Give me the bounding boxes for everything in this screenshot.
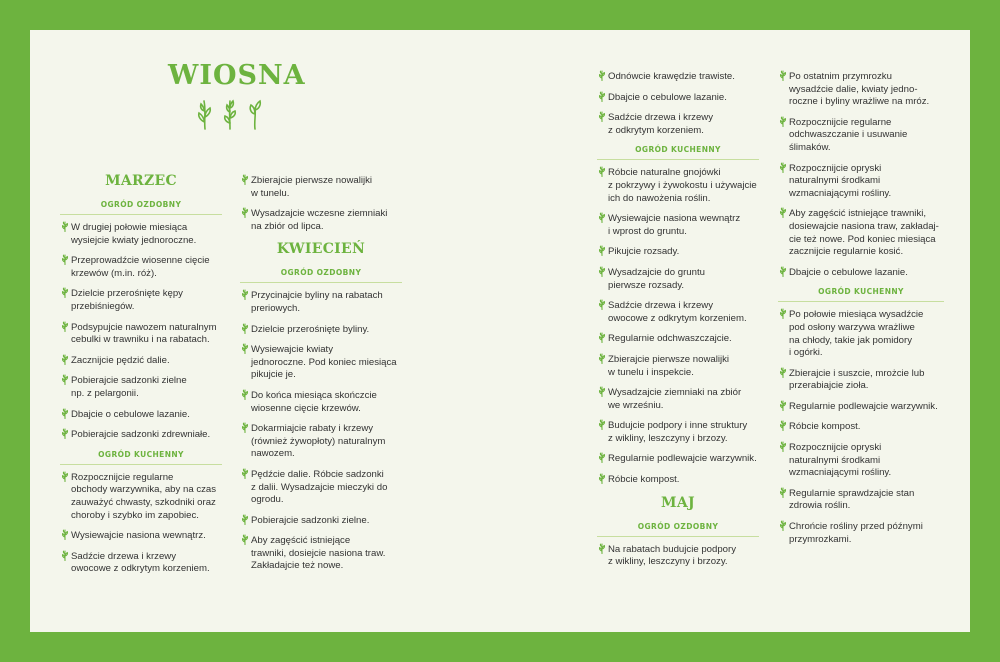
herb-sprig-icon [598,212,606,223]
herb-sprig-icon [779,70,787,81]
herb-sprig-icon [598,419,606,430]
list-item [778,309,944,359]
list-item [240,423,402,461]
list-item-text: Aby zagęścić istniejące trawniki, dosiejcie nasiona traw. Zakładajcie też nowe. [251,535,386,572]
section-heading: OGRÓD OZDOBNY [60,200,222,215]
herb-sprig-icon [598,332,606,343]
list-item-text: Sadźcie drzewa i krzewy owocowe z odkrytym korzeniem. [71,550,210,575]
month-heading: KWIECIEŃ [276,241,366,258]
list-item-text: Przycinajcie byliny na rabatach preriowych. [251,290,383,314]
task-list [597,544,759,569]
list-item-text: Wysiewajcie nasiona wewnątrz. [71,530,206,542]
herb-sprig-icon [598,91,606,102]
herb-sprig-icon [779,441,787,452]
list-item-text: Przeprowadźcie wiosenne cięcie krzewów (m.in. róż). [71,255,210,279]
herb-sprig-icon [598,299,606,310]
herb-sprig-icon [241,174,249,185]
list-item [60,322,222,347]
list-item [597,300,759,325]
column-4 [778,71,944,554]
herb-sprig-icon [61,374,69,385]
list-item [597,453,759,466]
list-item-text: Wysadzajcie do gruntu pierwsze rozsady. [608,266,705,291]
list-item-text: Zacznijcie pędzić dalie. [71,354,170,366]
list-item-text: Dbajcie o cebulowe lazanie. [608,91,727,103]
list-item [778,442,944,480]
list-item-text: Budujcie podpory i inne struktury z wikliny, leszczyny i brzozy. [608,420,748,444]
list-item-text: Wysadzajcie wczesne ziemniaki na zbiór od lipca. [251,208,388,232]
herb-sprig-icon [241,389,249,400]
list-item [778,521,944,546]
list-item [60,255,222,280]
list-item-text: Regularnie sprawdzajcie stan zdrowia roślin. [789,487,915,512]
list-item [60,355,222,368]
list-item-text: Róbcie naturalne gnojówki z pokrzywy i żywokostu i używajcie ich do nawożenia roślin. [608,167,757,204]
task-list [778,309,944,546]
list-item [240,469,402,507]
list-item-text: Dbajcie o cebulowe lazanie. [789,266,908,278]
herb-sprig-icon [779,400,787,411]
herb-sprig-icon [598,452,606,463]
list-item-text: Pędźcie dalie. Róbcie sadzonki z dalii. Wysadzajcie mieczyki do ogrodu. [251,468,388,506]
task-list [240,175,402,233]
list-item [597,112,759,137]
herb-sprig-icon [241,289,249,300]
herb-sprig-icon [779,420,787,431]
list-item-text: Dbajcie o cebulowe lazanie. [71,408,190,420]
list-item-text: Odnówcie krawędzie trawiste. [608,71,735,82]
section-heading: OGRÓD OZDOBNY [597,522,759,537]
herb-sprig-icon [598,245,606,256]
herb-sprig-icon [241,207,249,218]
list-item [597,387,759,412]
list-item-text: Aby zagęścić istniejące trawniki, dosiewajcie nasiona traw, zakładaj- cie też nowe. Pod koniec miesiąca zacznijcie regularnie kosić. [789,208,939,258]
herb-sprig-icon [61,408,69,419]
herb-sprig-icon [598,266,606,277]
list-item-text: Rozpocznijcie opryski naturalnymi środkami wzmacniającymi rośliny. [789,162,892,199]
herb-sprig-icon [598,166,606,177]
list-item-text: Rozpocznijcie opryski naturalnymi środkami wzmacniającymi rośliny. [789,442,892,479]
list-item-text: Rozpocznijcie regularne odchwaszczanie i usuwanie ślimaków. [789,116,908,153]
list-item [597,333,759,346]
list-item [778,208,944,258]
list-item-text: Pikujcie rozsady. [608,246,680,258]
herb-sprig-icon [598,70,606,81]
list-item [60,288,222,313]
list-item-text: Wysiewajcie kwiaty jednoroczne. Pod koniec miesiąca pikujcie je. [251,344,397,381]
list-item [60,530,222,543]
task-list [60,222,222,442]
herb-sprig-icon [241,422,249,433]
spring-calendar-page [30,30,970,632]
herb-sprigs-icon [193,98,268,130]
list-item [778,163,944,201]
list-item [597,71,759,84]
task-list [597,167,759,486]
herb-sprig-icon [241,514,249,525]
herb-sprig-icon [61,529,69,540]
list-item [778,71,944,109]
list-item [60,409,222,422]
list-item [597,354,759,379]
herb-sprig-icon [61,428,69,439]
section-heading: OGRÓD KUCHENNY [778,287,944,302]
list-item [60,429,222,442]
list-item-text: Regularnie podlewajcie warzywnik. [789,400,938,412]
task-list [240,290,402,573]
list-item-text: Chrońcie rośliny przed późnymi przymrozkami. [789,521,923,545]
list-item [597,213,759,238]
list-item-text: Na rabatach budujcie podpory z wikliny, leszczyny i brzozy. [608,543,737,568]
herb-sprig-icon [779,207,787,218]
herb-sprig-icon [598,386,606,397]
herb-sprig-icon [598,111,606,122]
task-list [778,71,944,279]
list-item-text: Wysadzajcie ziemniaki na zbiór we wrześniu. [608,387,742,411]
list-item [60,375,222,400]
herb-sprig-icon [779,487,787,498]
list-item [597,92,759,105]
section-heading: OGRÓD KUCHENNY [60,450,222,465]
herb-sprig-icon [779,520,787,531]
herb-sprig-icon [241,468,249,479]
list-item-text: Pobierajcie sadzonki zielne. [251,514,370,526]
list-item-text: Regularnie odchwaszczajcie. [608,333,732,345]
list-item [778,267,944,280]
list-item [778,117,944,155]
herb-sprig-icon [61,321,69,332]
herb-sprig-icon [779,367,787,378]
list-item [240,290,402,315]
column-2 [240,175,402,581]
task-list [597,71,759,137]
column-1 [60,173,222,584]
list-item [240,208,402,233]
herb-sprig-icon [779,116,787,127]
herb-sprig-icon [61,354,69,365]
list-item-text: Regularnie podlewajcie warzywnik. [608,453,757,465]
list-item [597,474,759,487]
list-item-text: Do końca miesiąca skończcie wiosenne cięcie krzewów. [251,389,377,414]
list-item-text: Róbcie kompost. [789,421,861,433]
month-heading: MAJ [661,494,695,511]
column-3 [597,71,759,577]
list-item [240,515,402,528]
list-item-text: Dzielcie przerośnięte byliny. [251,323,370,335]
list-item-text: Zbierajcie pierwsze nowalijki w tunelu. [251,175,373,199]
herb-sprig-icon [779,266,787,277]
herb-sprig-icon [598,353,606,364]
herb-sprig-icon [61,550,69,561]
section-heading: OGRÓD KUCHENNY [597,145,759,160]
list-item [597,544,759,569]
list-item [60,472,222,522]
list-item [240,324,402,337]
list-item [240,535,402,573]
section-heading: OGRÓD OZDOBNY [240,268,402,283]
list-item-text: Podsypujcie nawozem naturalnym cebulki w trawniku i na rabatach. [71,321,217,346]
herb-sprig-icon [241,343,249,354]
list-item [597,167,759,205]
list-item [60,222,222,247]
list-item [778,421,944,434]
list-item-text: Po połowie miesiąca wysadźcie pod osłony warzywa wrażliwe na chłody, takie jak pomidory i ogórki. [789,309,924,359]
list-item [240,390,402,415]
list-item-text: Po ostatnim przymrozku wysadźcie dalie, kwiaty jedno- roczne i byliny wrażliwe na mróz. [789,71,930,108]
herb-sprig-icon [61,471,69,482]
list-item-text: W drugiej połowie miesiąca wysiejcie kwiaty jednoroczne. [71,222,197,246]
page-title: WIOSNA [168,60,306,91]
list-item-text: Wysiewajcie nasiona wewnątrz i wprost do gruntu. [608,213,741,237]
herb-sprig-icon [779,162,787,173]
list-item [597,246,759,259]
month-heading: MARZEC [105,173,177,189]
list-item [240,175,402,200]
list-item-text: Sadźcie drzewa i krzewy z odkrytym korzeniem. [608,112,714,136]
list-item-text: Zbierajcie i suszcie, mrożcie lub przerabiajcie zioła. [789,367,925,392]
list-item [778,401,944,414]
list-item-text: Rozpocznijcie regularne obchody warzywnika, aby na czas zauważyć chwasty, szkodniki oraz choroby i szybko im zapobiec. [71,471,217,521]
list-item-text: Pobierajcie sadzonki zdrewniałe. [71,429,211,441]
herb-sprig-icon [598,543,606,554]
list-item-text: Róbcie kompost. [608,474,680,486]
list-item [597,267,759,292]
herb-sprig-icon [61,221,69,232]
list-item [597,420,759,445]
list-item-text: Sadźcie drzewa i krzewy owocowe z odkrytym korzeniem. [608,300,747,324]
herb-sprig-icon [779,308,787,319]
herb-sprig-icon [241,323,249,334]
list-item-text: Pobierajcie sadzonki zielne np. z pelargonii. [71,375,187,399]
list-item-text: Dzielcie przerośnięte kępy przebiśniegów. [71,288,183,312]
herb-sprig-icon [61,287,69,298]
herb-sprig-icon [598,473,606,484]
list-item-text: Zbierajcie pierwsze nowalijki w tunelu i inspekcie. [608,353,730,378]
list-item-text: Dokarmiajcie rabaty i krzewy (również żywopłoty) naturalnym nawozem. [251,423,386,460]
task-list [60,472,222,576]
list-item [778,488,944,513]
list-item [778,368,944,393]
list-item [240,344,402,382]
list-item [60,551,222,576]
herb-sprig-icon [61,254,69,265]
herb-sprig-icon [241,534,249,545]
